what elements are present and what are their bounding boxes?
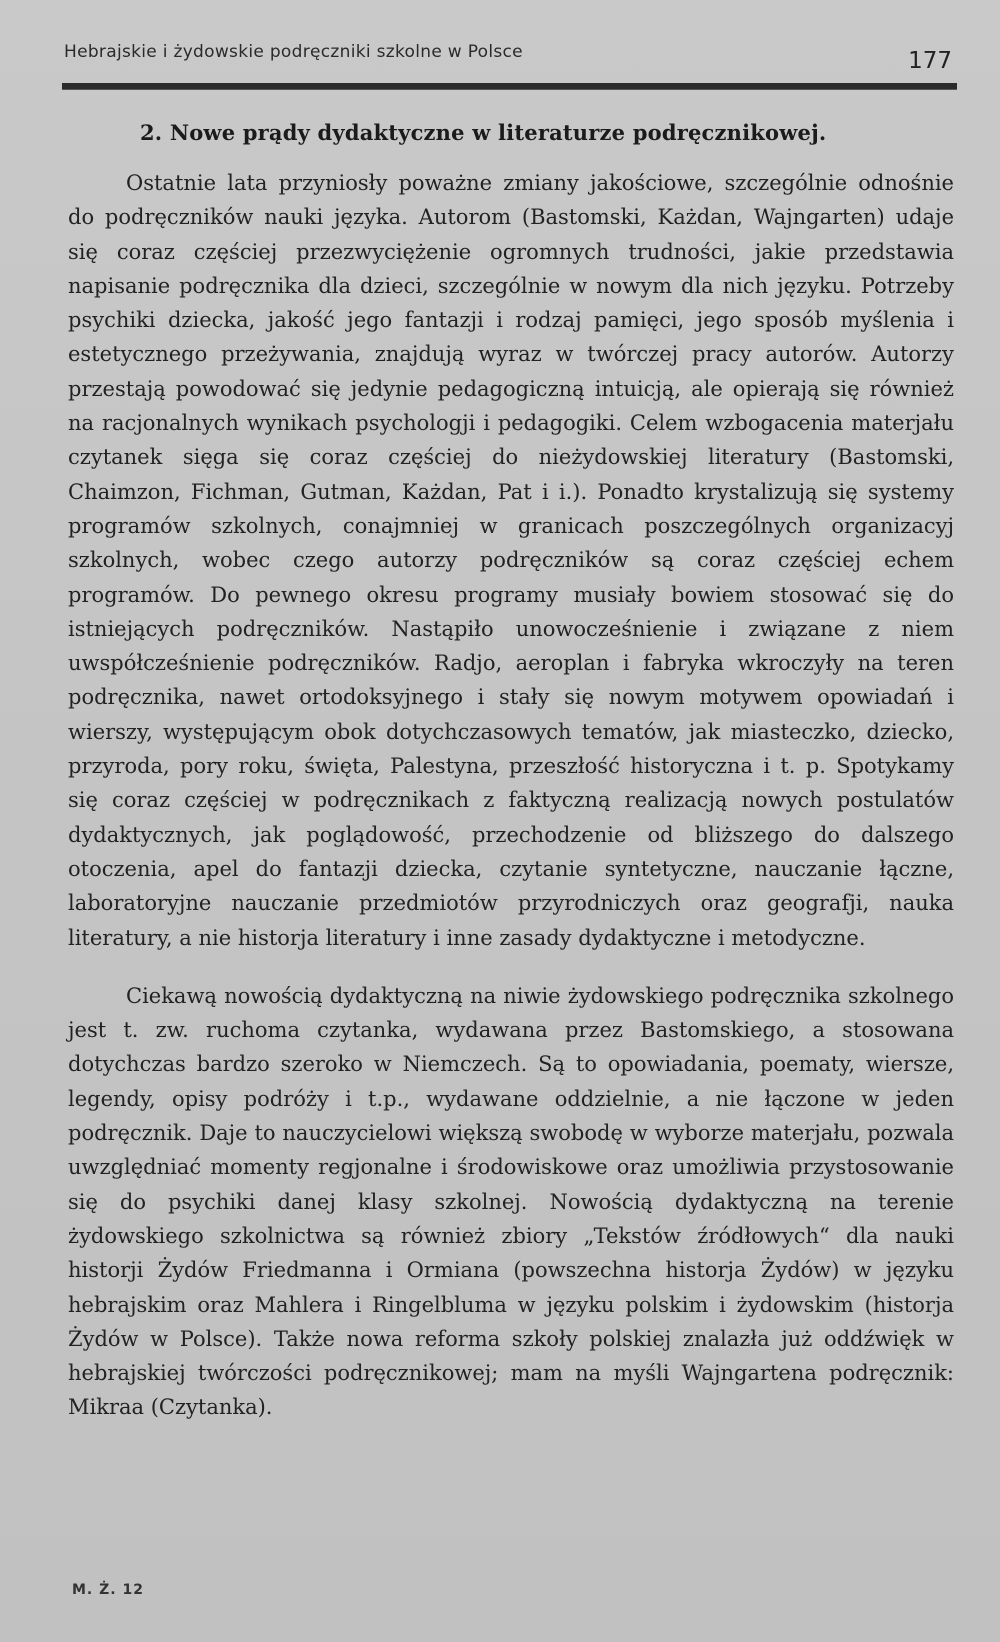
printer-signature: M. Ż. 12 xyxy=(72,1582,144,1598)
running-head: Hebrajskie i żydowskie podręczniki szkolne w Polsce xyxy=(64,42,523,62)
paragraph-1: Ostatnie lata przyniosły poważne zmiany jakościowe, szczególnie odnośnie do podręczników nauki języka. Autorom (Bastomski, Każdan, Wajngarten) udaje się coraz częściej przezwyciężenie ogromnych trudności, jakie przedstawia napisanie podręcznika dla dzieci, szczególnie w nowym dla nich języku. Potrzeby psychiki dziecka, jakość jego fantazji i rodzaj pamięci, jego sposób myślenia i estetycznego przeżywania, znajdują wyraz w twórczej pracy autorów. Autorzy przestają powodować się jedynie pedagogiczną intuicją, ale opierają się również na racjonalnych wynikach psychologji i pedagogiki. Celem wzbogacenia materjału czytanek sięga się coraz częściej do nieżydowskiej literatury (Bastomski, Chaimzon, Fichman, Gutman, Każdan, Pat i i.). Ponadto krystalizują się systemy programów szkolnych, conajmniej w granicach poszczególnych organizacyj szkolnych, wobec czego autorzy podręczników są coraz częściej echem programów. Do pewnego okresu programy musiały bowiem stosować się do istniejących podręczników. Nastąpiło unowocześnienie i związane z niem uwspółcześnienie podręczników. Radjo, aeroplan i fabryka wkroczyły na teren podręcznika, nawet ortodoksyjnego i stały się nowym motywem opowiadań i wierszy, występującym obok dotychczasowych tematów, jak miasteczko, dziecko, przyroda, pory roku, święta, Palestyna, przeszłość historyczna i t. p. Spotykamy się coraz częściej w podręcznikach z faktyczną realizacją nowych postulatów dydaktycznych, jak poglądowość, przechodzenie od bliższego do dalszego otoczenia, apel do fantazji dziecka, czytanie syntetyczne, nauczanie łączne, laboratoryjne nauczanie przedmiotów przyrodniczych oraz geografji, nauka literatury, a nie historja literatury i inne zasady dydaktyczne i metodyczne. xyxy=(68,171,954,950)
section-title: 2. Nowe prądy dydaktyczne w literaturze podręcznikowej. xyxy=(140,120,827,145)
paragraph-2: Ciekawą nowością dydaktyczną na niwie żydowskiego podręcznika szkolnego jest t. zw. ruchoma czytanka, wydawana przez Bastomskiego, a stosowana dotychczas bardzo szeroko w Niemczech. Są to opowiadania, poematy, wiersze, legendy, opisy podróży i t.p., wydawane oddzielnie, a nie łączone w jeden podręcznik. Daje to nauczycielowi większą swobodę w wyborze materjału, pozwala uwzględniać momenty regjonalne i środowiskowe oraz umożliwia przystosowanie się do psychiki danej klasy szkolnej. Nowością dydaktyczną na terenie żydowskiego szkolnictwa są również zbiory „Tekstów źródłowych“ dla nauki historji Żydów Friedmanna i Ormiana (powszechna historja Żydów) w języku hebrajskim oraz Mahlera i Ringelbluma w języku polskim i żydowskim (historja Żydów w Polsce). Także nowa reforma szkoły polskiej znalazła już oddźwięk w hebrajskiej twórczości podręcznikowej; mam na myśli Wajngartena podręcznik: Mikraa (Czytanka). xyxy=(68,983,954,1420)
header-rule xyxy=(62,83,957,90)
body-text xyxy=(68,166,954,1425)
page-number: 177 xyxy=(908,48,952,74)
